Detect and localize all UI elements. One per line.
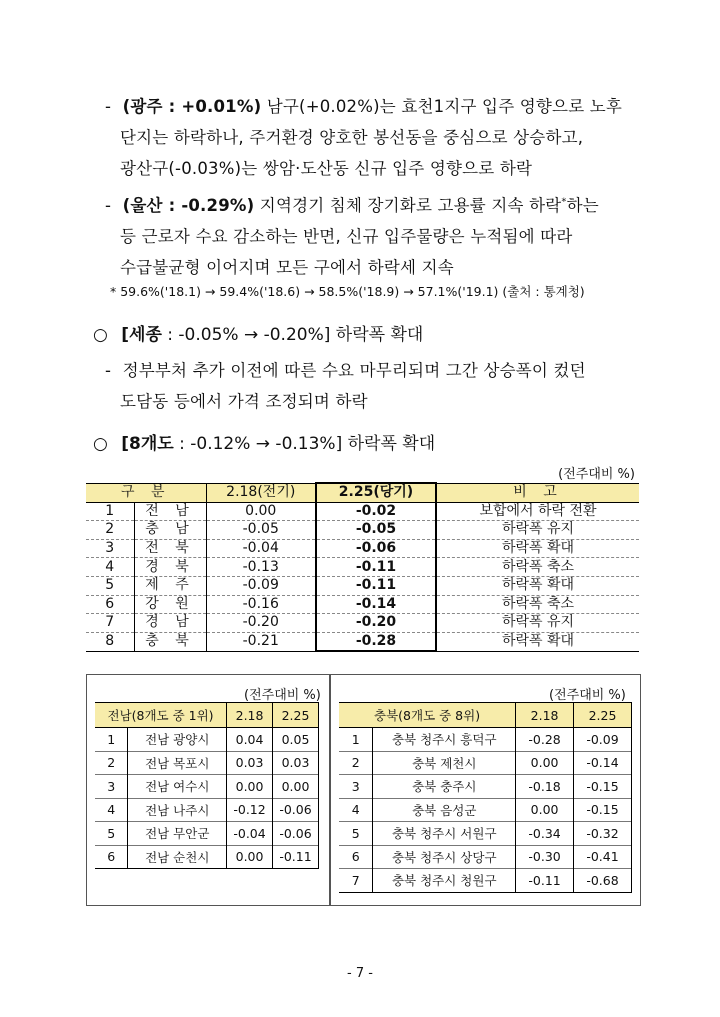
- row-note: 하락폭 확대: [501, 540, 575, 557]
- table-header-row: [95, 703, 319, 728]
- row-number: 6: [86, 595, 134, 614]
- table-row: [95, 822, 319, 846]
- row-current-value: -0.28: [316, 632, 436, 651]
- ulsan-heading: (울산 : -0.29%): [122, 196, 255, 215]
- header-prev: 2.18(전기): [206, 483, 316, 502]
- table-row: [86, 576, 639, 595]
- row-prev-value: 0.00: [516, 798, 574, 822]
- row-prev-value: 0.00: [516, 751, 574, 775]
- row-current-value: -0.11: [273, 845, 319, 869]
- text-line: 수급불균형 이어지며 모든 구에서 하락세 지속: [120, 258, 454, 277]
- row-prev-value: 0.00: [227, 845, 273, 869]
- row-name: 전남 여수시: [128, 775, 227, 799]
- row-name: 전남 무안군: [128, 822, 227, 846]
- header-current: 2.25: [574, 703, 632, 728]
- row-prev-value: -0.16: [206, 595, 316, 614]
- text-span: 하는: [566, 196, 599, 215]
- provinces-table: [86, 482, 639, 652]
- row-name: 전남 나주시: [128, 798, 227, 822]
- row-current-value: -0.32: [574, 822, 632, 846]
- heading-label: 하락폭 확대: [330, 325, 424, 345]
- row-region: 충 북: [134, 632, 206, 651]
- row-number: 5: [86, 576, 134, 595]
- header-note: 비 고: [436, 483, 639, 502]
- heading-range: : -0.12% → -0.13%]: [173, 434, 343, 454]
- row-prev-value: -0.04: [227, 822, 273, 846]
- row-number: 5: [95, 822, 128, 846]
- table-row: [86, 539, 639, 558]
- row-prev-value: -0.05: [206, 521, 316, 540]
- row-current-value: -0.11: [316, 576, 436, 595]
- header-region: 충북(8개도 중 8위): [339, 703, 516, 728]
- text-line: 도담동 등에서 가격 조정되며 하락: [120, 392, 368, 411]
- row-number: 4: [339, 798, 373, 822]
- text-span: 정부부처 추가 이전에 따른 수요 마무리되며 그간 상승폭이 컸던: [122, 361, 586, 380]
- row-current-value: -0.20: [316, 614, 436, 633]
- row-note: 하락폭 확대: [501, 577, 575, 594]
- unit-label: (전주대비 %): [558, 467, 635, 482]
- row-current-value: 0.03: [273, 751, 319, 775]
- table-header-row: [339, 703, 632, 728]
- row-prev-value: 0.04: [227, 728, 273, 752]
- dash-marker: -: [105, 361, 112, 380]
- row-name: 충북 청주시 상당구: [373, 845, 516, 869]
- table-row: [339, 845, 632, 869]
- row-name: 충북 음성군: [373, 798, 516, 822]
- row-current-value: -0.06: [273, 798, 319, 822]
- row-number: 3: [339, 775, 373, 799]
- table-row: [95, 798, 319, 822]
- row-region: 전 남: [134, 502, 206, 521]
- row-note: 보합에서 하락 전환: [479, 502, 597, 519]
- footnote: * 59.6%('18.1) → 59.4%('18.6) → 58.5%('18.9) → 57.1%('19.1) (출처 : 통계청): [110, 284, 585, 299]
- text-line: 단지는 하락하나, 주거환경 양호한 봉선동을 중심으로 상승하고,: [120, 128, 584, 147]
- row-number: 4: [95, 798, 128, 822]
- row-note: 하락폭 축소: [501, 595, 575, 612]
- row-note: 하락폭 유지: [501, 614, 575, 631]
- row-number: 1: [86, 502, 134, 521]
- text-line: [105, 91, 622, 122]
- table-row: [86, 595, 639, 614]
- header-prev: 2.18: [227, 703, 273, 728]
- table-row: [339, 869, 632, 893]
- header-current: 2.25(당기): [316, 483, 436, 502]
- row-number: 2: [339, 751, 373, 775]
- row-number: 6: [95, 845, 128, 869]
- table-row: [95, 845, 319, 869]
- table-row: [95, 751, 319, 775]
- table-row: [86, 502, 639, 521]
- row-current-value: -0.15: [574, 775, 632, 799]
- row-prev-value: -0.09: [206, 576, 316, 595]
- text-line: [105, 190, 599, 221]
- row-name: 충북 제천시: [373, 751, 516, 775]
- row-number: 6: [339, 845, 373, 869]
- row-prev-value: 0.00: [227, 775, 273, 799]
- header-region: 구 분: [86, 483, 206, 502]
- row-prev-value: -0.12: [227, 798, 273, 822]
- header-current: 2.25: [273, 703, 319, 728]
- row-number: 4: [86, 558, 134, 577]
- row-name: 충북 충주시: [373, 775, 516, 799]
- text-span: 지역경기 침체 장기화로 고용률 지속 하락: [254, 196, 562, 215]
- row-number: 3: [86, 539, 134, 558]
- table-row: [339, 822, 632, 846]
- row-current-value: -0.06: [273, 822, 319, 846]
- row-prev-value: -0.34: [516, 822, 574, 846]
- row-name: 전남 목포시: [128, 751, 227, 775]
- row-note: 하락폭 확대: [501, 633, 575, 650]
- page-number: - 7 -: [347, 966, 373, 981]
- heading-label: 하락폭 확대: [342, 434, 436, 454]
- row-prev-value: -0.28: [516, 728, 574, 752]
- table-row: [86, 558, 639, 577]
- row-number: 1: [339, 728, 373, 752]
- row-current-value: -0.11: [316, 558, 436, 577]
- table-row: [86, 521, 639, 540]
- table-row: [95, 728, 319, 752]
- row-number: 3: [95, 775, 128, 799]
- chungbuk-table: [339, 702, 632, 893]
- row-prev-value: 0.00: [206, 502, 316, 521]
- row-current-value: -0.06: [316, 539, 436, 558]
- row-current-value: -0.02: [316, 502, 436, 521]
- text-line: [105, 355, 586, 386]
- heading-range: : -0.05% → -0.20%]: [161, 325, 331, 345]
- table-header-row: [86, 483, 639, 502]
- text-span: 남구(+0.02%)는 효천1지구 입주 영향으로 노후: [261, 97, 623, 116]
- row-region: 강 원: [134, 595, 206, 614]
- row-current-value: 0.05: [273, 728, 319, 752]
- table-row: [86, 614, 639, 633]
- row-name: 충북 청주시 서원구: [373, 822, 516, 846]
- row-prev-value: -0.13: [206, 558, 316, 577]
- table-row: [95, 775, 319, 799]
- unit-label: (전주대비 %): [549, 688, 626, 703]
- row-region: 제 주: [134, 576, 206, 595]
- row-number: 8: [86, 632, 134, 651]
- row-prev-value: -0.20: [206, 614, 316, 633]
- circle-bullet-icon: ○: [93, 434, 108, 454]
- heading-title: [8개도: [121, 434, 174, 454]
- sejong-paragraph: [105, 355, 586, 417]
- row-current-value: -0.05: [316, 521, 436, 540]
- row-name: 전남 순천시: [128, 845, 227, 869]
- row-number: 7: [339, 869, 373, 893]
- text-line: 등 근로자 수요 감소하는 반면, 신규 입주물량은 누적됨에 따라: [120, 227, 573, 246]
- row-current-value: -0.15: [574, 798, 632, 822]
- header-region: 전남(8개도 중 1위): [95, 703, 227, 728]
- row-name: 충북 청주시 흥덕구: [373, 728, 516, 752]
- row-region: 경 남: [134, 614, 206, 633]
- table-row: [339, 751, 632, 775]
- unit-label: (전주대비 %): [244, 688, 321, 703]
- row-current-value: -0.14: [574, 751, 632, 775]
- row-current-value: -0.09: [574, 728, 632, 752]
- dash-marker: -: [105, 196, 112, 215]
- table-row: [339, 798, 632, 822]
- row-region: 경 북: [134, 558, 206, 577]
- gwangju-paragraph: [105, 91, 622, 184]
- row-note: 하락폭 유지: [501, 521, 575, 538]
- sejong-heading: [93, 320, 423, 345]
- row-current-value: -0.41: [574, 845, 632, 869]
- footnote-mark: *: [561, 196, 567, 208]
- table-row: [339, 775, 632, 799]
- row-current-value: -0.68: [574, 869, 632, 893]
- row-name: 충북 청주시 청원구: [373, 869, 516, 893]
- gwangju-heading: (광주 : +0.01%): [122, 97, 262, 116]
- row-number: 2: [95, 751, 128, 775]
- heading-title: [세종: [121, 325, 162, 345]
- jeonnam-table: [95, 702, 319, 869]
- table-row: [86, 632, 639, 651]
- text-line: 광산구(-0.03%)는 쌍암·도산동 신규 입주 영향으로 하락: [120, 159, 533, 178]
- row-number: 7: [86, 614, 134, 633]
- dash-marker: -: [105, 97, 112, 116]
- row-region: 충 남: [134, 521, 206, 540]
- row-number: 1: [95, 728, 128, 752]
- row-prev-value: -0.30: [516, 845, 574, 869]
- table-row: [339, 728, 632, 752]
- row-prev-value: 0.03: [227, 751, 273, 775]
- row-prev-value: -0.04: [206, 539, 316, 558]
- provinces-heading: [93, 429, 435, 454]
- row-current-value: 0.00: [273, 775, 319, 799]
- row-note: 하락폭 축소: [501, 558, 575, 575]
- row-number: 5: [339, 822, 373, 846]
- row-prev-value: -0.21: [206, 632, 316, 651]
- row-prev-value: -0.18: [516, 775, 574, 799]
- circle-bullet-icon: ○: [93, 325, 108, 345]
- ulsan-paragraph: [105, 190, 599, 283]
- row-prev-value: -0.11: [516, 869, 574, 893]
- row-region: 전 북: [134, 539, 206, 558]
- row-current-value: -0.14: [316, 595, 436, 614]
- row-name: 전남 광양시: [128, 728, 227, 752]
- header-prev: 2.18: [516, 703, 574, 728]
- row-number: 2: [86, 521, 134, 540]
